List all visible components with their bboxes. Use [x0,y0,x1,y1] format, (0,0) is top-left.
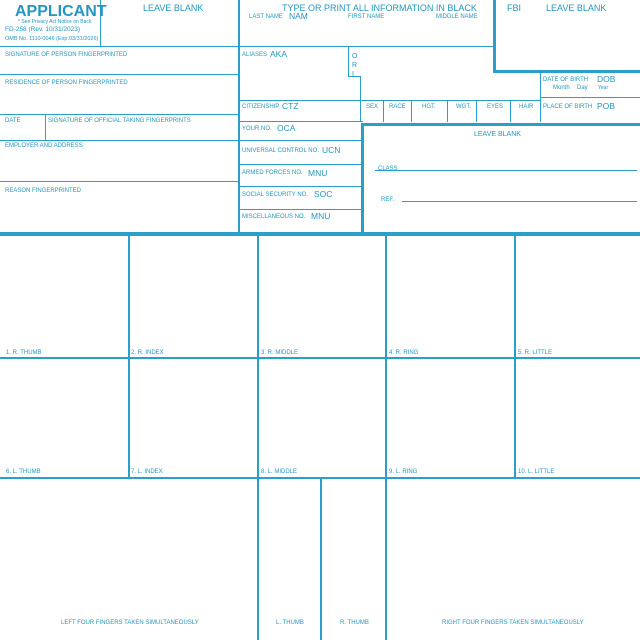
ref-label: REF. [381,197,395,203]
aliases-label: ALIASES [242,52,268,58]
your-no-label: YOUR NO. [242,126,272,132]
date-field[interactable] [2,125,44,139]
instruction-header: TYPE OR PRINT ALL INFORMATION IN BLACK [282,3,477,13]
l-little-label: 10. L. LITTLE [518,469,555,475]
l-thumb-plain-label: L. THUMB [276,620,304,626]
citizenship-label: CITIZENSHIP [242,104,280,110]
right-four-box[interactable] [386,479,640,640]
right-leave-blank: LEAVE BLANK [474,131,521,138]
l-thumb-label: 6. L. THUMB [6,469,41,475]
r-thumb-plain-box[interactable] [321,479,385,640]
l-middle-label: 8. L. MIDDLE [261,469,298,475]
date-label: DATE [5,118,21,124]
l-ring-box[interactable] [386,359,514,477]
ssn-label: SOCIAL SECURITY NO. [242,192,309,198]
r-index-label: 2. R. INDEX [131,350,164,356]
employer-field[interactable] [2,150,236,180]
leave-blank-header-2: LEAVE BLANK [546,3,607,13]
hair-label: HAIR [519,104,534,110]
wgt-label: WGT. [456,104,471,110]
signature-official-label: SIGNATURE OF OFFICIAL TAKING FINGERPRINTS [48,118,191,124]
r-index-box[interactable] [129,236,257,357]
your-no-field[interactable] [240,133,360,139]
leave-blank-header-1: LEAVE BLANK [143,3,204,13]
aliases-field[interactable] [240,60,346,98]
last-name-label: LAST NAME [249,14,283,20]
form-revision: FD-258 (Rev. 10/31/2023) [5,26,81,33]
left-four-box[interactable] [0,479,257,640]
signature-person-label: SIGNATURE OF PERSON FINGERPRINTED [5,52,128,58]
dob-month-label: Month [553,85,570,91]
hgt-label: HGT. [422,104,436,110]
ori-label: O R I [352,53,358,78]
last-name-code: NAM [289,11,308,21]
reason-label: REASON FINGERPRINTED [5,188,82,194]
your-no-code: OCA [277,123,296,133]
r-ring-box[interactable] [386,236,514,357]
l-index-box[interactable] [129,359,257,477]
l-middle-box[interactable] [258,359,385,477]
dob-day-label: Day [577,85,588,91]
l-thumb-plain-box[interactable] [258,479,320,640]
right-four-label: RIGHT FOUR FINGERS TAKEN SIMULTANEOUSLY [442,620,584,626]
dob-year-label: Year [598,85,609,91]
armed-forces-code: MNU [308,168,328,178]
ori-field[interactable] [362,48,492,98]
name-field[interactable] [240,22,492,45]
pob-code: POB [597,101,615,111]
eyes-label: EYES [487,104,504,110]
dob-label: DATE OF BIRTH [543,77,589,83]
ucn-code: UCN [322,145,341,155]
l-thumb-box[interactable] [0,359,128,477]
r-middle-label: 3. R. MIDDLE [261,350,299,356]
l-index-label: 7. L. INDEX [131,469,163,475]
dob-code: DOB [597,74,616,84]
signature-official-field[interactable] [47,125,236,139]
residence-label: RESIDENCE OF PERSON FINGERPRINTED [5,80,128,86]
left-four-label: LEFT FOUR FINGERS TAKEN SIMULTANEOUSLY [61,620,199,626]
aliases-code: AKA [270,49,288,59]
sex-label: SEX [366,104,379,110]
residence-field[interactable] [2,87,236,113]
form-type-title: APPLICANT [15,3,107,20]
misc-code: MNU [311,211,331,221]
employer-label: EMPLOYER AND ADDRESS [5,143,83,149]
ssn-code: SOC [314,189,333,199]
r-thumb-plain-label: R. THUMB [340,620,369,626]
class-label: CLASS [378,166,398,172]
r-thumb-label: 1. R. THUMB [6,350,42,356]
r-thumb-box[interactable] [0,236,128,357]
l-ring-label: 9. L. RING [389,469,418,475]
signature-person-field[interactable] [2,58,236,73]
r-little-box[interactable] [515,236,640,357]
r-middle-box[interactable] [258,236,385,357]
citizenship-code: CTZ [282,101,299,111]
l-little-box[interactable] [515,359,640,477]
omb-number: OMB No. 1110-0046 (Exp.03/31/2026) [5,36,99,42]
armed-forces-label: ARMED FORCES NO. [242,170,303,176]
misc-label: MISCELLANEOUS NO. [242,214,306,220]
r-ring-label: 4. R. RING [389,350,419,356]
ucn-label: UNIVERSAL CONTROL NO. [242,148,319,154]
middle-name-label: MIDDLE NAME [436,14,478,20]
pob-label: PLACE OF BIRTH [543,104,593,110]
race-label: RACE [389,104,406,110]
r-little-label: 5. R. LITTLE [518,350,553,356]
fbi-label: FBI [507,3,522,13]
privacy-note: * See Privacy Act Notice on Back [18,19,92,25]
first-name-label: FIRST NAME [348,14,385,20]
reason-field[interactable] [2,195,236,231]
